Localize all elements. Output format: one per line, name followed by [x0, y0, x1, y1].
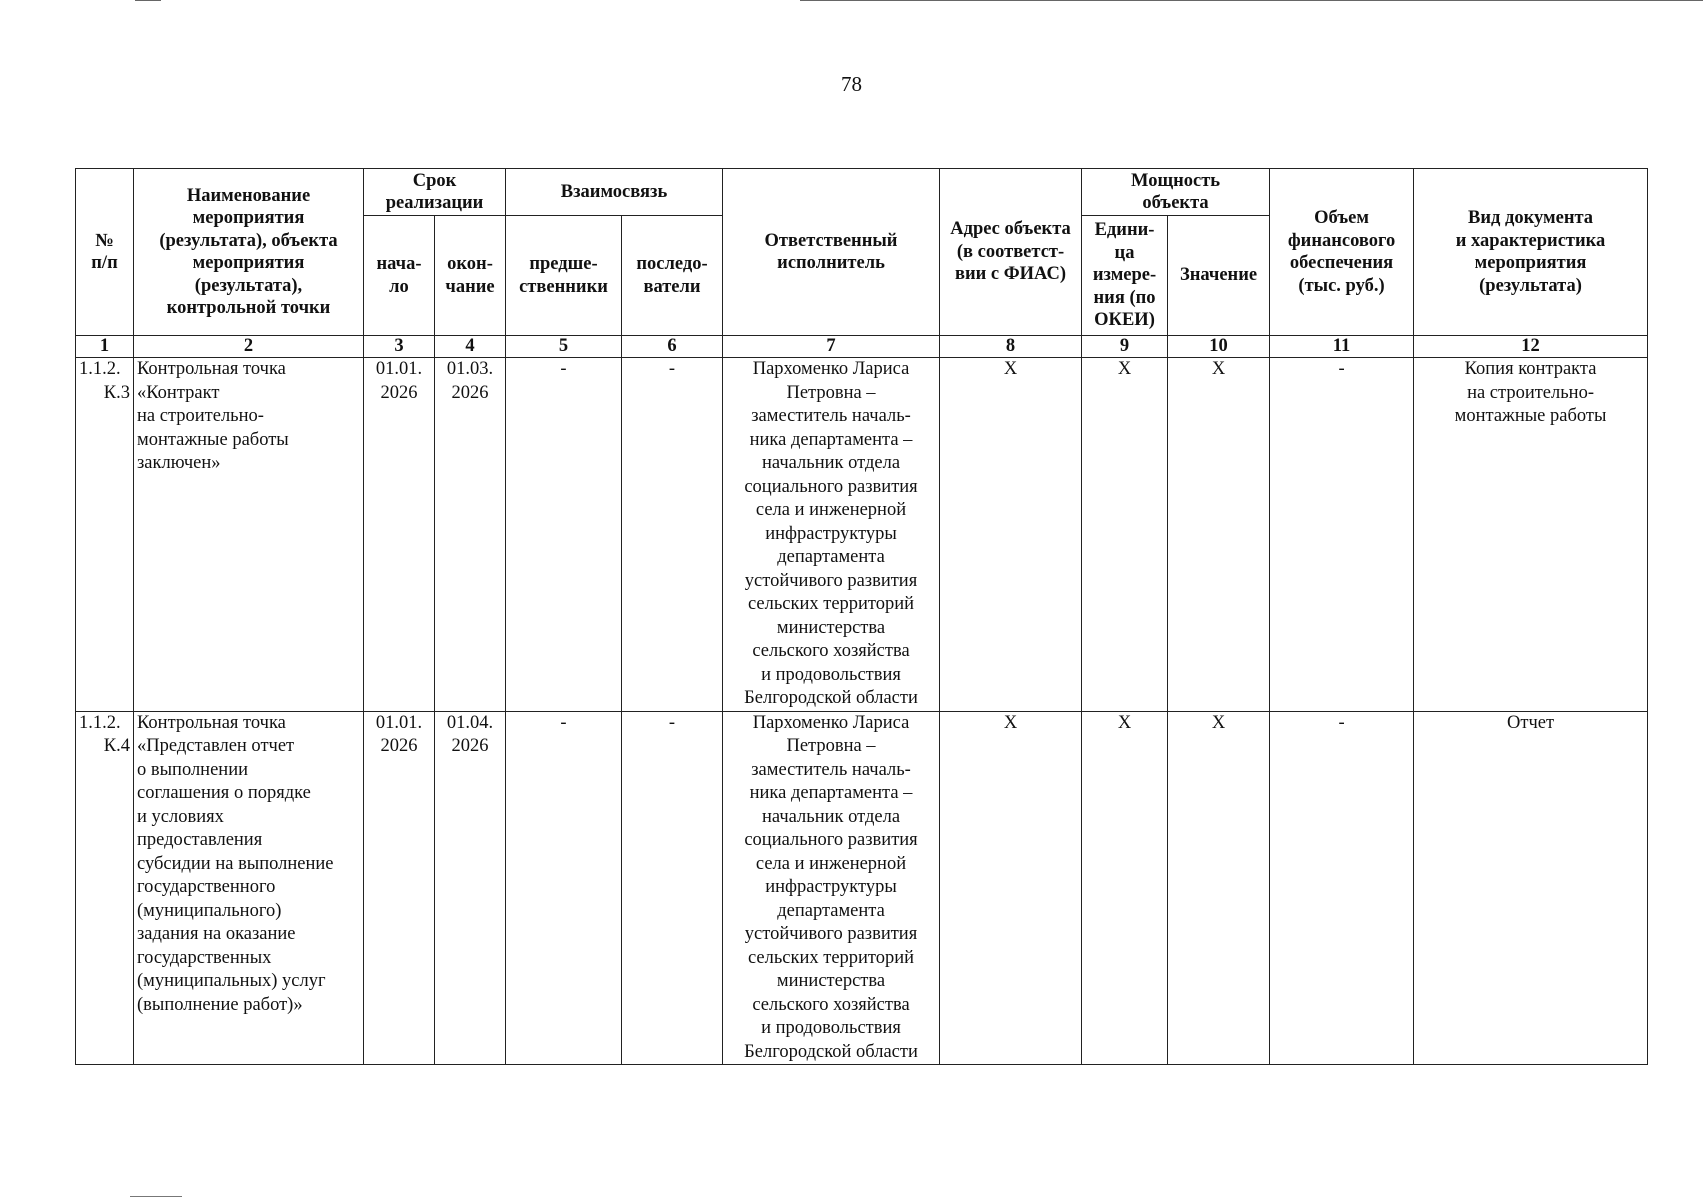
- row-predecessors: -: [506, 711, 622, 1065]
- header-successors: последо- ватели: [622, 216, 723, 336]
- header-unit: Едини- ца измере- ния (по ОКЕИ): [1082, 216, 1168, 336]
- bottom-rule-left: [130, 1196, 182, 1197]
- column-number: 12: [1414, 336, 1648, 358]
- column-number: 7: [723, 336, 940, 358]
- header-finance: Объем финансового обеспечения (тыс. руб.): [1270, 169, 1414, 336]
- row-address: Х: [940, 358, 1082, 712]
- header-end: окон- чание: [435, 216, 506, 336]
- column-number: 8: [940, 336, 1082, 358]
- page-number: 78: [841, 72, 862, 96]
- row-number: 1.1.2. К.3: [76, 358, 134, 712]
- row-responsible: Пархоменко Лариса Петровна – заместитель началь- ника департамента – начальник отдела социального развития села и инженерной инфраструктуры департамента устойчивого развития сельских территорий министерства сельского хозяйства и продовольствия Белгородской области: [723, 711, 940, 1065]
- column-number: 4: [435, 336, 506, 358]
- header-responsible: Ответственный исполнитель: [723, 169, 940, 336]
- header-value: Значение: [1168, 216, 1270, 336]
- row-unit: Х: [1082, 711, 1168, 1065]
- header-name: Наименование мероприятия (результата), объекта мероприятия (результата), контрольной точки: [134, 169, 364, 336]
- header-start: нача- ло: [364, 216, 435, 336]
- row-name: Контрольная точка «Представлен отчет о выполнении соглашения о порядке и условиях предоставления субсидии на выполнение государственного (муниципального) задания на оказание государственных (муниципальных) услуг (выполнение работ)»: [134, 711, 364, 1065]
- row-number: 1.1.2. К.4: [76, 711, 134, 1065]
- column-number: 1: [76, 336, 134, 358]
- header-document: Вид документа и характеристика мероприятия (результата): [1414, 169, 1648, 336]
- top-rule-left: [135, 0, 161, 1]
- column-number: 3: [364, 336, 435, 358]
- header-capacity-group: Мощность объекта: [1082, 169, 1270, 216]
- row-responsible: Пархоменко Лариса Петровна – заместитель началь- ника департамента – начальник отдела социального развития села и инженерной инфраструктуры департамента устойчивого развития сельских территорий министерства сельского хозяйства и продовольствия Белгородской области: [723, 358, 940, 712]
- row-value: Х: [1168, 358, 1270, 712]
- row-unit: Х: [1082, 358, 1168, 712]
- activity-table: [75, 168, 1648, 1065]
- column-number: 9: [1082, 336, 1168, 358]
- row-document: Отчет: [1414, 711, 1648, 1065]
- column-number: 2: [134, 336, 364, 358]
- row-end: 01.04. 2026: [435, 711, 506, 1065]
- header-term-group: Срок реализации: [364, 169, 506, 216]
- row-address: Х: [940, 711, 1082, 1065]
- header-relation-group: Взаимосвязь: [506, 169, 723, 216]
- row-start: 01.01. 2026: [364, 711, 435, 1065]
- table-row: [76, 358, 1648, 712]
- table-row: [76, 711, 1648, 1065]
- row-successors: -: [622, 358, 723, 712]
- column-number: 10: [1168, 336, 1270, 358]
- top-rule-right: [800, 0, 1703, 1]
- row-document: Копия контракта на строительно- монтажные работы: [1414, 358, 1648, 712]
- row-finance: -: [1270, 711, 1414, 1065]
- row-name: Контрольная точка «Контракт на строительно- монтажные работы заключен»: [134, 358, 364, 712]
- row-predecessors: -: [506, 358, 622, 712]
- row-start: 01.01. 2026: [364, 358, 435, 712]
- column-number: 5: [506, 336, 622, 358]
- header-predecessors: предше- ственники: [506, 216, 622, 336]
- column-number: 6: [622, 336, 723, 358]
- row-successors: -: [622, 711, 723, 1065]
- row-finance: -: [1270, 358, 1414, 712]
- header-address: Адрес объекта (в соответст- вии с ФИАС): [940, 169, 1082, 336]
- row-end: 01.03. 2026: [435, 358, 506, 712]
- column-number: 11: [1270, 336, 1414, 358]
- row-value: Х: [1168, 711, 1270, 1065]
- header-no: № п/п: [76, 169, 134, 336]
